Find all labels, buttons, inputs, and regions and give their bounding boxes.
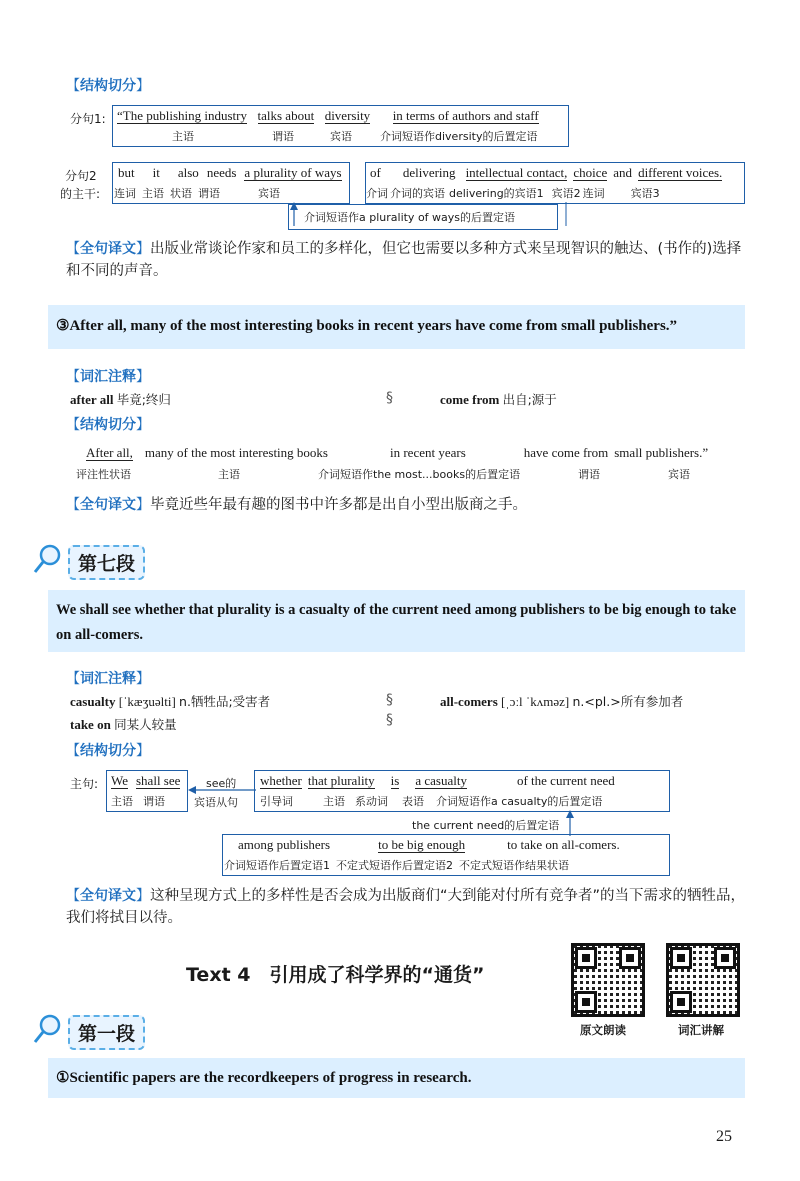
need-note: the current need的后置定语 <box>412 819 560 832</box>
sentence-7: We shall see whether that plurality is a casualty of the current need among publishers to be big enough to take on all-comers. <box>56 602 737 643</box>
word-contact: intellectual contact, <box>465 165 568 180</box>
main-verb: shall see <box>136 773 181 788</box>
clause2-label-verb: 谓语 <box>198 187 220 200</box>
clause1-subject: “The publishing industry <box>117 108 247 123</box>
clause2-label-prep: 介词 <box>366 187 388 200</box>
clause-label-modifier: 介词短语作a casualty的后置定语 <box>436 795 603 808</box>
s3-modifier: in recent years <box>389 445 466 460</box>
structure-tag-2: 【结构切分】 <box>66 417 150 433</box>
qr-vocab-label: 词汇讲解 <box>678 1023 724 1037</box>
sentence-3: ③After all, many of the most interesting books in recent years have come from small publishers.” <box>56 318 678 334</box>
clause2-note: 介词短语作a plurality of ways的后置定语 <box>304 211 516 224</box>
clause2-label-obj3: 宾语3 <box>630 187 660 200</box>
qr-reading-icon[interactable] <box>571 943 645 1017</box>
s3-label-modifier: 介词短语作the most...books的后置定语 <box>318 468 521 481</box>
clause2-label-prep-obj: 介词的宾语 <box>390 187 445 200</box>
word-and: and <box>613 165 633 180</box>
clause1-label-verb: 谓语 <box>272 130 294 143</box>
vocab-divider: § <box>386 390 393 406</box>
detail-label-1: 介词短语作后置定语1 <box>224 859 330 872</box>
clause1-object: diversity <box>324 108 371 123</box>
clause-whether: whether <box>260 773 302 788</box>
clause1-modifier: in terms of authors and staff <box>392 108 539 123</box>
vocab-all-comers: all-comers [ˌɔːl ˈkʌməz] n.<pl.>所有参加者 <box>440 694 684 709</box>
translation-2: 【全句译文】毕竟近些年最有趣的图书中许多都是出自小型出版商之手。 <box>66 497 527 513</box>
s3-object: small publishers.” <box>614 445 709 460</box>
clause2-label-conj2: 连词 <box>582 187 605 200</box>
vocab-come-from: come from 出自;源于 <box>440 392 557 407</box>
vocab-casualty: casualty [ˈkæʒuəlti] n.牺牲品;受害者 <box>70 694 271 709</box>
detail-take-on: to take on all-comers. <box>507 837 620 852</box>
text4-title: Text 4 引用成了科学界的“通货” <box>186 964 485 986</box>
qr-reading-label: 原文朗读 <box>580 1023 626 1037</box>
s3-label-subject: 主语 <box>218 468 240 481</box>
see-de: see的 <box>206 777 237 790</box>
clause2-label-obj: 宾语 <box>258 187 280 200</box>
translation-1: 【全句译文】出版业常谈论作家和员工的多样化，但它也需要以多种方式来呈现智识的触达、(书作的)选择和不同的声音。 <box>66 241 742 279</box>
clause2-label-conj: 连词 <box>114 187 136 200</box>
clause1-label-subject: 主语 <box>172 130 194 143</box>
s3-subject: many of the most interesting books <box>144 445 328 460</box>
structure-tag: 【结构切分】 <box>66 78 150 94</box>
main-label-subject: 主语 <box>111 795 133 808</box>
clause-subject: that plurality <box>307 773 375 788</box>
s3-label-verb: 谓语 <box>578 468 600 481</box>
word-plurality: a plurality of ways <box>244 165 342 180</box>
translation-7: 【全句译文】这种呈现方式上的多样性是否会成为出版商们“大到能对付所有竞争者”的当下需求的牺牲品，我们将拭目以待。 <box>66 888 746 926</box>
clause1-label: 分句1: <box>70 112 106 126</box>
word-also: also <box>177 165 199 180</box>
detail-big-enough: to be big enough <box>378 837 466 852</box>
word-voices: different voices. <box>638 165 723 180</box>
word-of: of <box>370 165 381 180</box>
detail-among: among publishers <box>238 837 331 852</box>
word-needs: needs <box>206 165 237 180</box>
s3-after-all: After all, <box>86 445 133 460</box>
main-clause-label: 主句: <box>70 777 99 791</box>
vocab-divider-7a: § <box>386 692 393 708</box>
word-it: it <box>152 165 160 180</box>
page-number: 25 <box>716 1128 732 1145</box>
clause1-label-object: 宾语 <box>330 130 352 143</box>
clause2-label-main: 的主干: <box>60 187 101 201</box>
section-title-7: 第七段 <box>68 545 145 580</box>
main-label-verb: 谓语 <box>143 795 165 808</box>
clause2-label-obj1: delivering的宾语1 <box>449 187 544 200</box>
clause1-verb: talks about <box>257 108 315 123</box>
clause-is: is <box>390 773 400 788</box>
vocab-tag-7: 【词汇注释】 <box>66 671 150 687</box>
clause-need: of the current need <box>516 773 615 788</box>
clause2-label-subj: 主语 <box>142 187 164 200</box>
vocab-tag: 【词汇注释】 <box>66 369 150 385</box>
detail-label-2: 不定式短语作后置定语2 <box>336 859 453 872</box>
vocab-take-on: take on 同某人较量 <box>70 717 177 732</box>
qr-vocab-icon[interactable] <box>666 943 740 1017</box>
word-choice: choice <box>573 165 608 180</box>
s3-label-object: 宾语 <box>668 468 690 481</box>
clause-label-link: 系动词 <box>355 795 388 808</box>
main-subject: We <box>111 773 128 788</box>
clause-label-pred: 表语 <box>402 795 424 808</box>
detail-label-3: 不定式短语作结果状语 <box>459 859 569 872</box>
clause-label-subject: 主语 <box>323 795 345 808</box>
object-clause-label: 宾语从句 <box>194 796 238 809</box>
word-but: but <box>118 165 135 180</box>
clause2-label: 分句2 <box>65 169 97 183</box>
vocab-divider-7b: § <box>386 712 393 728</box>
clause1-label-modifier: 介词短语作diversity的后置定语 <box>380 130 538 143</box>
section-title-1: 第一段 <box>68 1015 145 1050</box>
s3-verb: have come from <box>523 445 609 460</box>
word-delivering: delivering <box>402 165 456 180</box>
magnifier-icon <box>32 543 62 577</box>
clause-label-intro: 引导词 <box>260 795 293 808</box>
clause2-label-adv: 状语 <box>170 187 192 200</box>
structure-tag-7: 【结构切分】 <box>66 743 150 759</box>
s3-label-comment: 评注性状语 <box>76 468 131 481</box>
clause2-label-obj2: 宾语2 <box>551 187 581 200</box>
clause-casualty: a casualty <box>415 773 467 788</box>
vocab-after-all: after all 毕竟;终归 <box>70 392 171 407</box>
magnifier-icon-2 <box>32 1013 62 1047</box>
sentence-t4-1: ①Scientific papers are the recordkeepers of progress in research. <box>56 1070 472 1086</box>
